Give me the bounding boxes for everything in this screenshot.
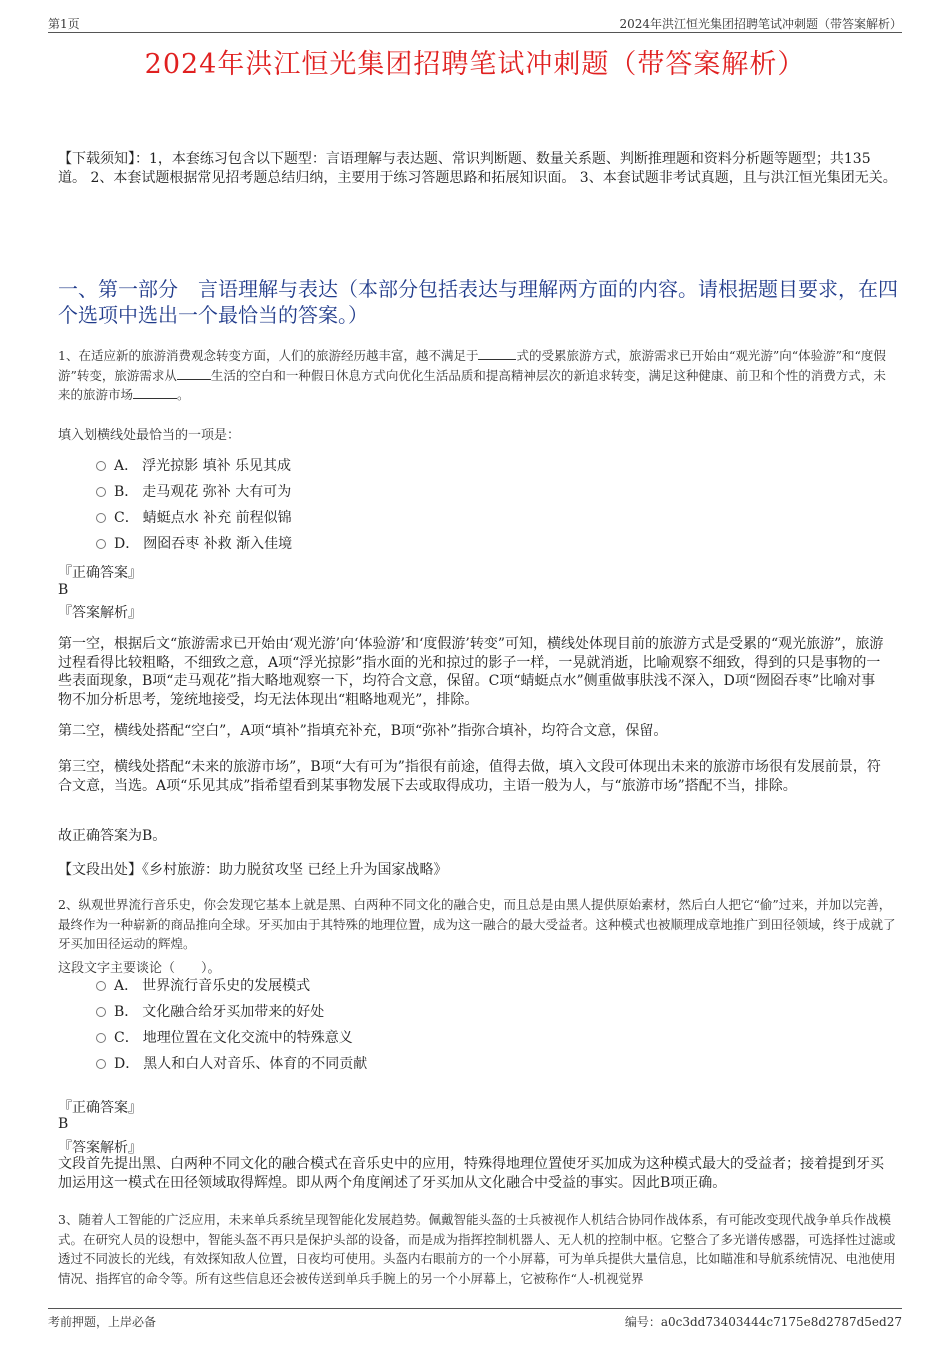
footer-slogan: 考前押题，上岸必备 (48, 1315, 157, 1329)
q1-explanation-3: 第三空，横线处搭配“未来的旅游市场”，B项“大有可为”指很有前途，值得去做，填入文段可体现出未来的旅游市场很有发展前景，符合文意，当选。A项“乐见其成”指希望看到某事物发展下去或取得成功，主语一般为人，与“旅游市场”搭配不当，排除。 (58, 759, 881, 794)
q2-option-d[interactable]: D． 黑人和白人对音乐、体育的不同贡献 (96, 1054, 367, 1074)
q1-explanation-label: 『答案解析』 (58, 605, 142, 621)
q2-answer: B (58, 1116, 69, 1132)
q1-option-a[interactable]: A． 浮光掠影 填补 乐见其成 (96, 456, 291, 476)
blank-3 (133, 386, 177, 399)
q1-option-b[interactable]: B． 走马观花 弥补 大有可为 (96, 482, 291, 502)
question-1-prompt: 填入划横线处最恰当的一项是： (58, 428, 241, 443)
q2-option-a[interactable]: A． 世界流行音乐史的发展模式 (96, 976, 310, 996)
radio-icon[interactable] (96, 981, 106, 991)
q1-explanation-2: 第二空，横线处搭配“空白”，A项“填补”指填充补充，B项“弥补”指弥合填补，均符合文意，保留。 (58, 723, 668, 739)
page-header (48, 14, 902, 33)
radio-icon[interactable] (96, 487, 106, 497)
q2-explanation: 文段首先提出黑、白两种不同文化的融合模式在音乐史中的应用，特殊得地理位置使牙买加成为这种模式最大的受益者；接着提到牙买加运用这一模式在田径领域取得辉煌。即从两个角度阐述了牙买加从文化融合中受益的事实。因此B项正确。 (58, 1156, 884, 1191)
radio-icon[interactable] (96, 461, 106, 471)
q1-explanation-4: 故正确答案为B。 (58, 828, 167, 844)
radio-icon[interactable] (96, 1059, 106, 1069)
download-notice: 【下载须知】：1，本套练习包含以下题型：言语理解与表达题、常识判断题、数量关系题、判断推理题和资料分析题等题型；共135道。 2、本套试题根据常见招考题总结归纳，主要用于练习答题思路和拓展知识面。 3、本套试题非考试真题，且与洪江恒光集团无关。 (58, 151, 897, 186)
q1-source: 【文段出处】《乡村旅游：助力脱贫攻坚 已经上升为国家战略》 (58, 862, 448, 878)
q2-answer-label: 『正确答案』 (58, 1100, 142, 1116)
q1-option-d[interactable]: D． 囫囵吞枣 补救 渐入佳境 (96, 534, 292, 554)
document-title: 2024年洪江恒光集团招聘笔试冲刺题（带答案解析） (144, 49, 806, 80)
q2-option-c[interactable]: C． 地理位置在文化交流中的特殊意义 (96, 1028, 353, 1048)
q1-explanation-1: 第一空，根据后文“旅游需求已开始由‘观光游’向‘体验游’和‘度假游’转变”可知，横线处体现目前的旅游方式是受累的“观光旅游”，旅游过程看得比较粗略，不细致之意，A项“浮光掠影”指水面的光和掠过的影子一样，一晃就消逝，比喻观察不细致，得到的只是事物的一些表面现象，B项“走马观花”指大略地观察一下，均符合文意，保留。C项“蜻蜓点水”侧重做事肤浅不深入，D项“囫囵吞枣”比喻对事物不加分析思考，笼统地接受，均无法体现出“粗略地观光”，排除。 (58, 636, 884, 708)
radio-icon[interactable] (96, 1033, 106, 1043)
q2-option-b[interactable]: B． 文化融合给牙买加带来的好处 (96, 1002, 324, 1022)
page-footer (48, 1308, 902, 1327)
q1-answer: B (58, 582, 69, 598)
page-number: 第1页 (48, 17, 80, 31)
radio-icon[interactable] (96, 539, 106, 549)
footer-doc-id: 编号：a0c3dd73403444c7175e8d2787d5ed27 (624, 1315, 902, 1329)
radio-icon[interactable] (96, 513, 106, 523)
question-3-stem: 3、随着人工智能的广泛应用，未来单兵系统呈现智能化发展趋势。佩戴智能头盔的士兵被视作人机结合协同作战体系，有可能改变现代战争单兵作战模式。在研究人员的设想中，智能头盔不再只是保护头部的设备，而是成为指挥控制机器人、无人机的控制中枢。它整合了多光谱传感器，可选择性过滤或透过不同波长的光线，有效探知敌人位置，日夜均可使用。头盔内右眼前方的一个小屏幕，可为单兵提供大量信息，比如瞄准和导航系统情况、电池使用情况、指挥官的命令等。所有这些信息还会被传送到单兵手腕上的另一个小屏幕上，它被称作“人-机视觉界 (58, 1212, 896, 1286)
q1-answer-label: 『正确答案』 (58, 565, 142, 581)
question-2-prompt: 这段文字主要谈论（ ）。 (58, 961, 221, 976)
question-1-stem: 1、在适应新的旅游消费观念转变方面，人们的旅游经历越丰富，越不满足于 式的受累旅游方式，旅游需求已开始由“观光游”向“体验游”和“度假游”转变，旅游需求从 生活的空白和一种假日休息方式向优化生活品质和提高精神层次的新追求转变，满足这种健康、前卫和个性的消费方式，未来的旅游市场 。 (58, 348, 886, 402)
header-doc-title: 2024年洪江恒光集团招聘笔试冲刺题（带答案解析） (619, 17, 902, 31)
q2-explanation-label: 『答案解析』 (58, 1140, 142, 1156)
blank-1 (478, 347, 516, 360)
section-heading: 一、第一部分 言语理解与表达（本部分包括表达与理解两方面的内容。请根据题目要求，在四个选项中选出一个最恰当的答案。） (58, 277, 898, 327)
blank-2 (177, 367, 211, 380)
radio-icon[interactable] (96, 1007, 106, 1017)
q1-option-c[interactable]: C． 蜻蜓点水 补充 前程似锦 (96, 508, 292, 528)
question-2-stem: 2、纵观世界流行音乐史，你会发现它基本上就是黑、白两种不同文化的融合史，而且总是由黑人提供原始素材，然后白人把它“偷”过来，并加以完善，最终作为一种崭新的商品推向全球。牙买加由于其特殊的地理位置，成为这一融合的最大受益者。这种模式也被顺理成章地推广到田径领域，终于成就了牙买加田径运动的辉煌。 (58, 897, 896, 951)
